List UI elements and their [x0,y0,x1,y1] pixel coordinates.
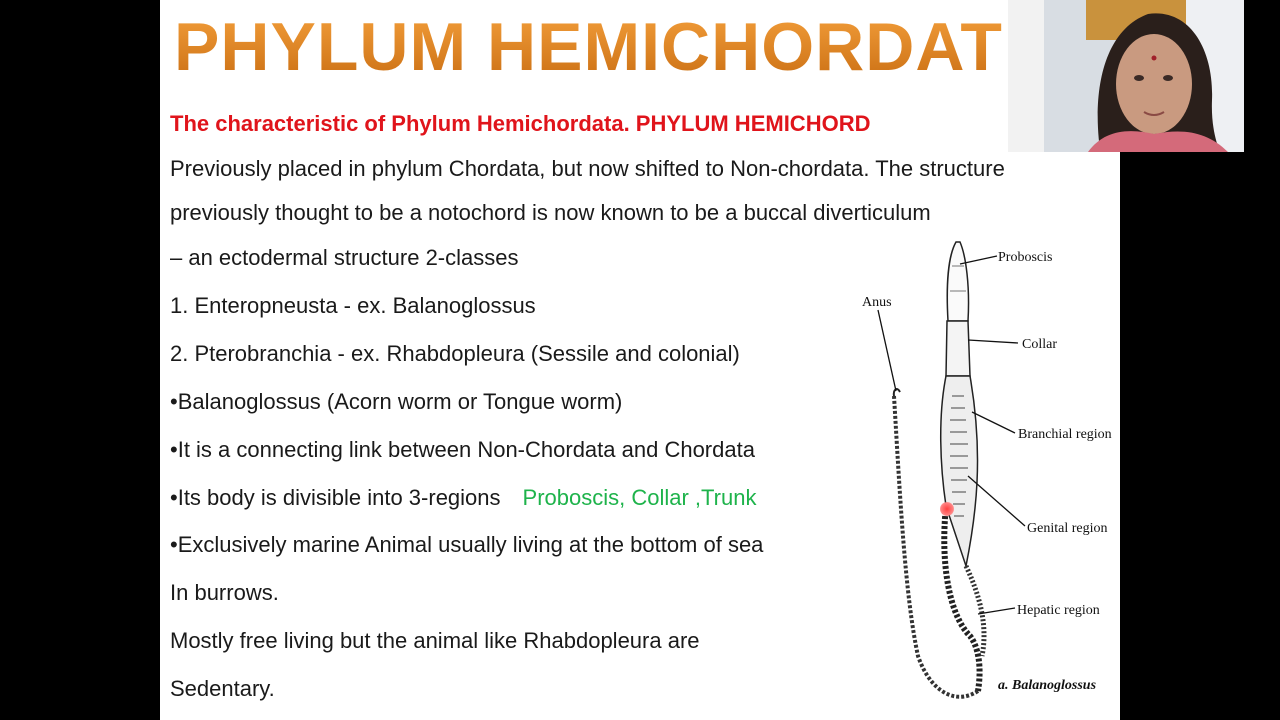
slide-subtitle: The characteristic of Phylum Hemichordata. PHYLUM HEMICHORD [170,111,871,136]
text-line: In burrows. [170,580,279,605]
text-line: 1. Enteropneusta - ex. Balanoglossus [170,293,536,318]
label-branchial: Branchial region [1018,427,1112,442]
text-line: Previously placed in phylum Chordata, but now shifted to Non-chordata. The structure [170,156,1005,181]
text-line: Mostly free living but the animal like Rhabdopleura are [170,628,700,653]
slide [160,0,1120,720]
label-anus: Anus [862,295,892,310]
text-line: – an ectodermal structure 2-classes [170,245,519,270]
text-line: •It is a connecting link between Non-Chordata and Chordata [170,437,755,462]
balanoglossus-diagram [860,236,1120,706]
text-line: Sedentary. [170,676,275,701]
regions-text: •Its body is divisible into 3-regions [170,485,501,510]
label-hepatic: Hepatic region [1017,603,1100,618]
label-collar: Collar [1022,337,1057,352]
slide-title: PHYLUM HEMICHORDAT [174,9,1003,85]
diagram-caption: a. Balanoglossus [998,678,1097,693]
text-line: previously thought to be a notochord is now known to be a buccal diverticulum [170,200,931,225]
presenter-video [1008,0,1244,152]
regions-highlight: Proboscis, Collar ,Trunk [522,485,757,510]
text-line: •Exclusively marine Animal usually living at the bottom of sea [170,532,764,557]
text-line [170,485,756,511]
text-line: •Balanoglossus (Acorn worm or Tongue worm) [170,389,623,414]
text-line: 2. Pterobranchia - ex. Rhabdopleura (Sessile and colonial) [170,341,740,366]
laser-pointer-dot [940,502,954,516]
label-proboscis: Proboscis [998,250,1053,265]
label-genital: Genital region [1027,521,1108,536]
webcam-overlay [1008,0,1244,152]
